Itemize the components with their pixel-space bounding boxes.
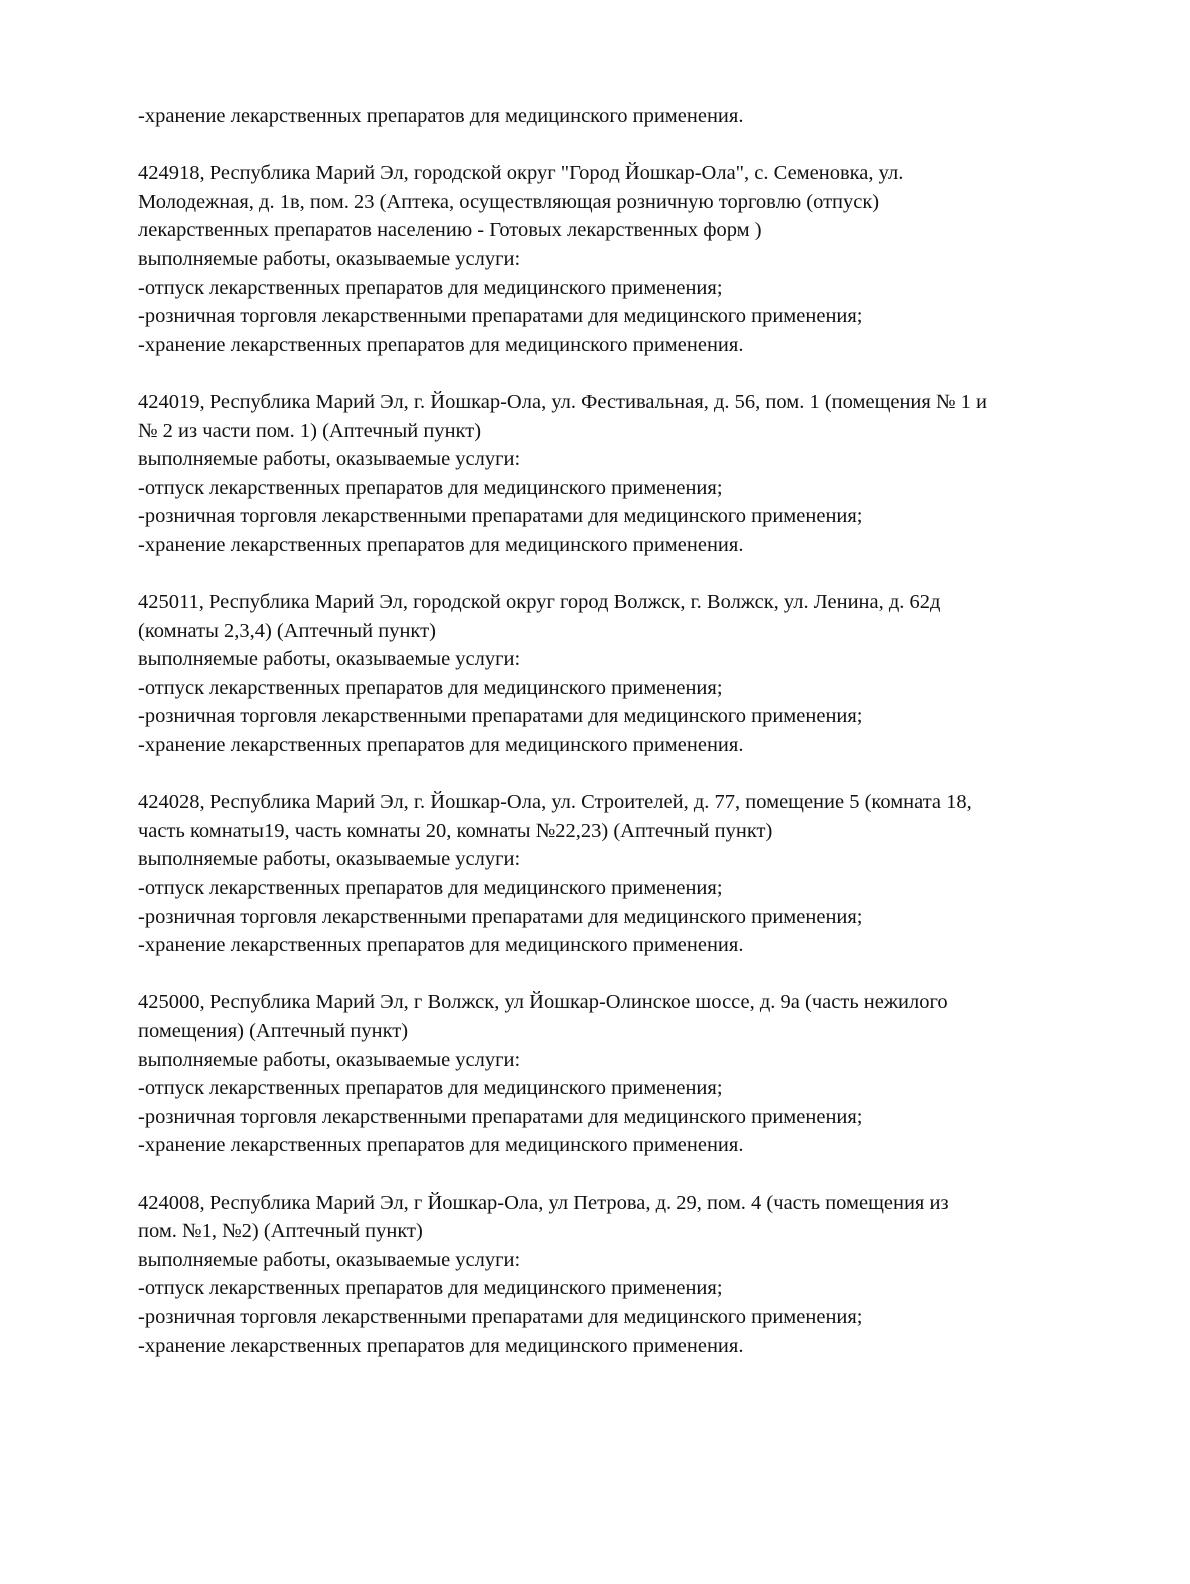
intro-line: -хранение лекарственных препаратов для медицинского применения. (138, 105, 744, 127)
address-line: пом. №1, №2) (Аптечный пункт) (138, 1220, 423, 1243)
service-item: -розничная торговля лекарственными препаратами для медицинского применения; (138, 505, 863, 528)
service-item: -отпуск лекарственных препаратов для медицинского применения; (138, 877, 723, 900)
services-heading: выполняемые работы, оказываемые услуги: (138, 848, 521, 871)
service-item: -отпуск лекарственных препаратов для медицинского применения; (138, 1277, 723, 1300)
service-item: -хранение лекарственных препаратов для медицинского применения. (138, 734, 744, 757)
pharmacy-entry (138, 788, 1138, 960)
services-heading: выполняемые работы, оказываемые услуги: (138, 247, 521, 270)
service-item: -отпуск лекарственных препаратов для медицинского применения; (138, 676, 723, 699)
service-item: -хранение лекарственных препаратов для медицинского применения. (138, 533, 744, 556)
pharmacy-entry (138, 1189, 1138, 1361)
pharmacy-entry (138, 588, 1138, 760)
services-heading: выполняемые работы, оказываемые услуги: (138, 1048, 521, 1071)
address-line: 424918, Республика Марий Эл, городской округ "Город Йошкар-Ола", с. Семеновка, ул. (138, 162, 904, 185)
address-line: № 2 из части пом. 1) (Аптечный пункт) (138, 419, 482, 442)
address-line: 425000, Республика Марий Эл, г Волжск, ул Йошкар-Олинское шоссе, д. 9а (часть нежилого (138, 991, 948, 1014)
services-heading: выполняемые работы, оказываемые услуги: (138, 648, 521, 671)
service-item: -отпуск лекарственных препаратов для медицинского применения; (138, 276, 723, 299)
address-line: 424028, Республика Марий Эл, г. Йошкар-Ола, ул. Строителей, д. 77, помещение 5 (комната 18, (138, 791, 972, 814)
address-line: лекарственных препаратов населению - Готовых лекарственных форм ) (138, 219, 762, 242)
address-line: часть комнаты19, часть комнаты 20, комнаты №22,23) (Аптечный пункт) (138, 819, 773, 842)
service-item: -отпуск лекарственных препаратов для медицинского применения; (138, 476, 723, 499)
pharmacy-entry (138, 988, 1138, 1160)
service-item: -хранение лекарственных препаратов для медицинского применения. (138, 1134, 744, 1157)
pharmacy-entry (138, 388, 1138, 560)
address-line: помещения) (Аптечный пункт) (138, 1020, 409, 1042)
service-item: -отпуск лекарственных препаратов для медицинского применения; (138, 1077, 723, 1100)
address-line: Молодежная, д. 1в, пом. 23 (Аптека, осуществляющая розничную торговлю (отпуск) (138, 190, 880, 213)
service-item: -розничная торговля лекарственными препаратами для медицинского применения; (138, 305, 863, 328)
service-item: -розничная торговля лекарственными препаратами для медицинского применения; (138, 905, 863, 928)
service-item: -розничная торговля лекарственными препаратами для медицинского применения; (138, 705, 863, 728)
service-item: -хранение лекарственных препаратов для медицинского применения. (138, 1334, 744, 1357)
service-item: -хранение лекарственных препаратов для медицинского применения. (138, 333, 744, 356)
services-heading: выполняемые работы, оказываемые услуги: (138, 448, 521, 471)
document-page (138, 102, 1138, 1360)
pharmacy-entry (138, 159, 1138, 359)
service-item: -розничная торговля лекарственными препаратами для медицинского применения; (138, 1305, 863, 1328)
address-line: (комнаты 2,3,4) (Аптечный пункт) (138, 619, 436, 642)
address-line: 424019, Республика Марий Эл, г. Йошкар-Ола, ул. Фестивальная, д. 56, пом. 1 (помещения № 1 и (138, 390, 987, 413)
address-line: 424008, Республика Марий Эл, г Йошкар-Ола, ул Петрова, д. 29, пом. 4 (часть помещения из (138, 1191, 949, 1214)
service-item: -розничная торговля лекарственными препаратами для медицинского применения; (138, 1105, 863, 1128)
services-heading: выполняемые работы, оказываемые услуги: (138, 1248, 521, 1271)
service-item: -хранение лекарственных препаратов для медицинского применения. (138, 934, 744, 957)
address-line: 425011, Республика Марий Эл, городской округ город Волжск, г. Волжск, ул. Ленина, д. 62д (138, 591, 941, 614)
